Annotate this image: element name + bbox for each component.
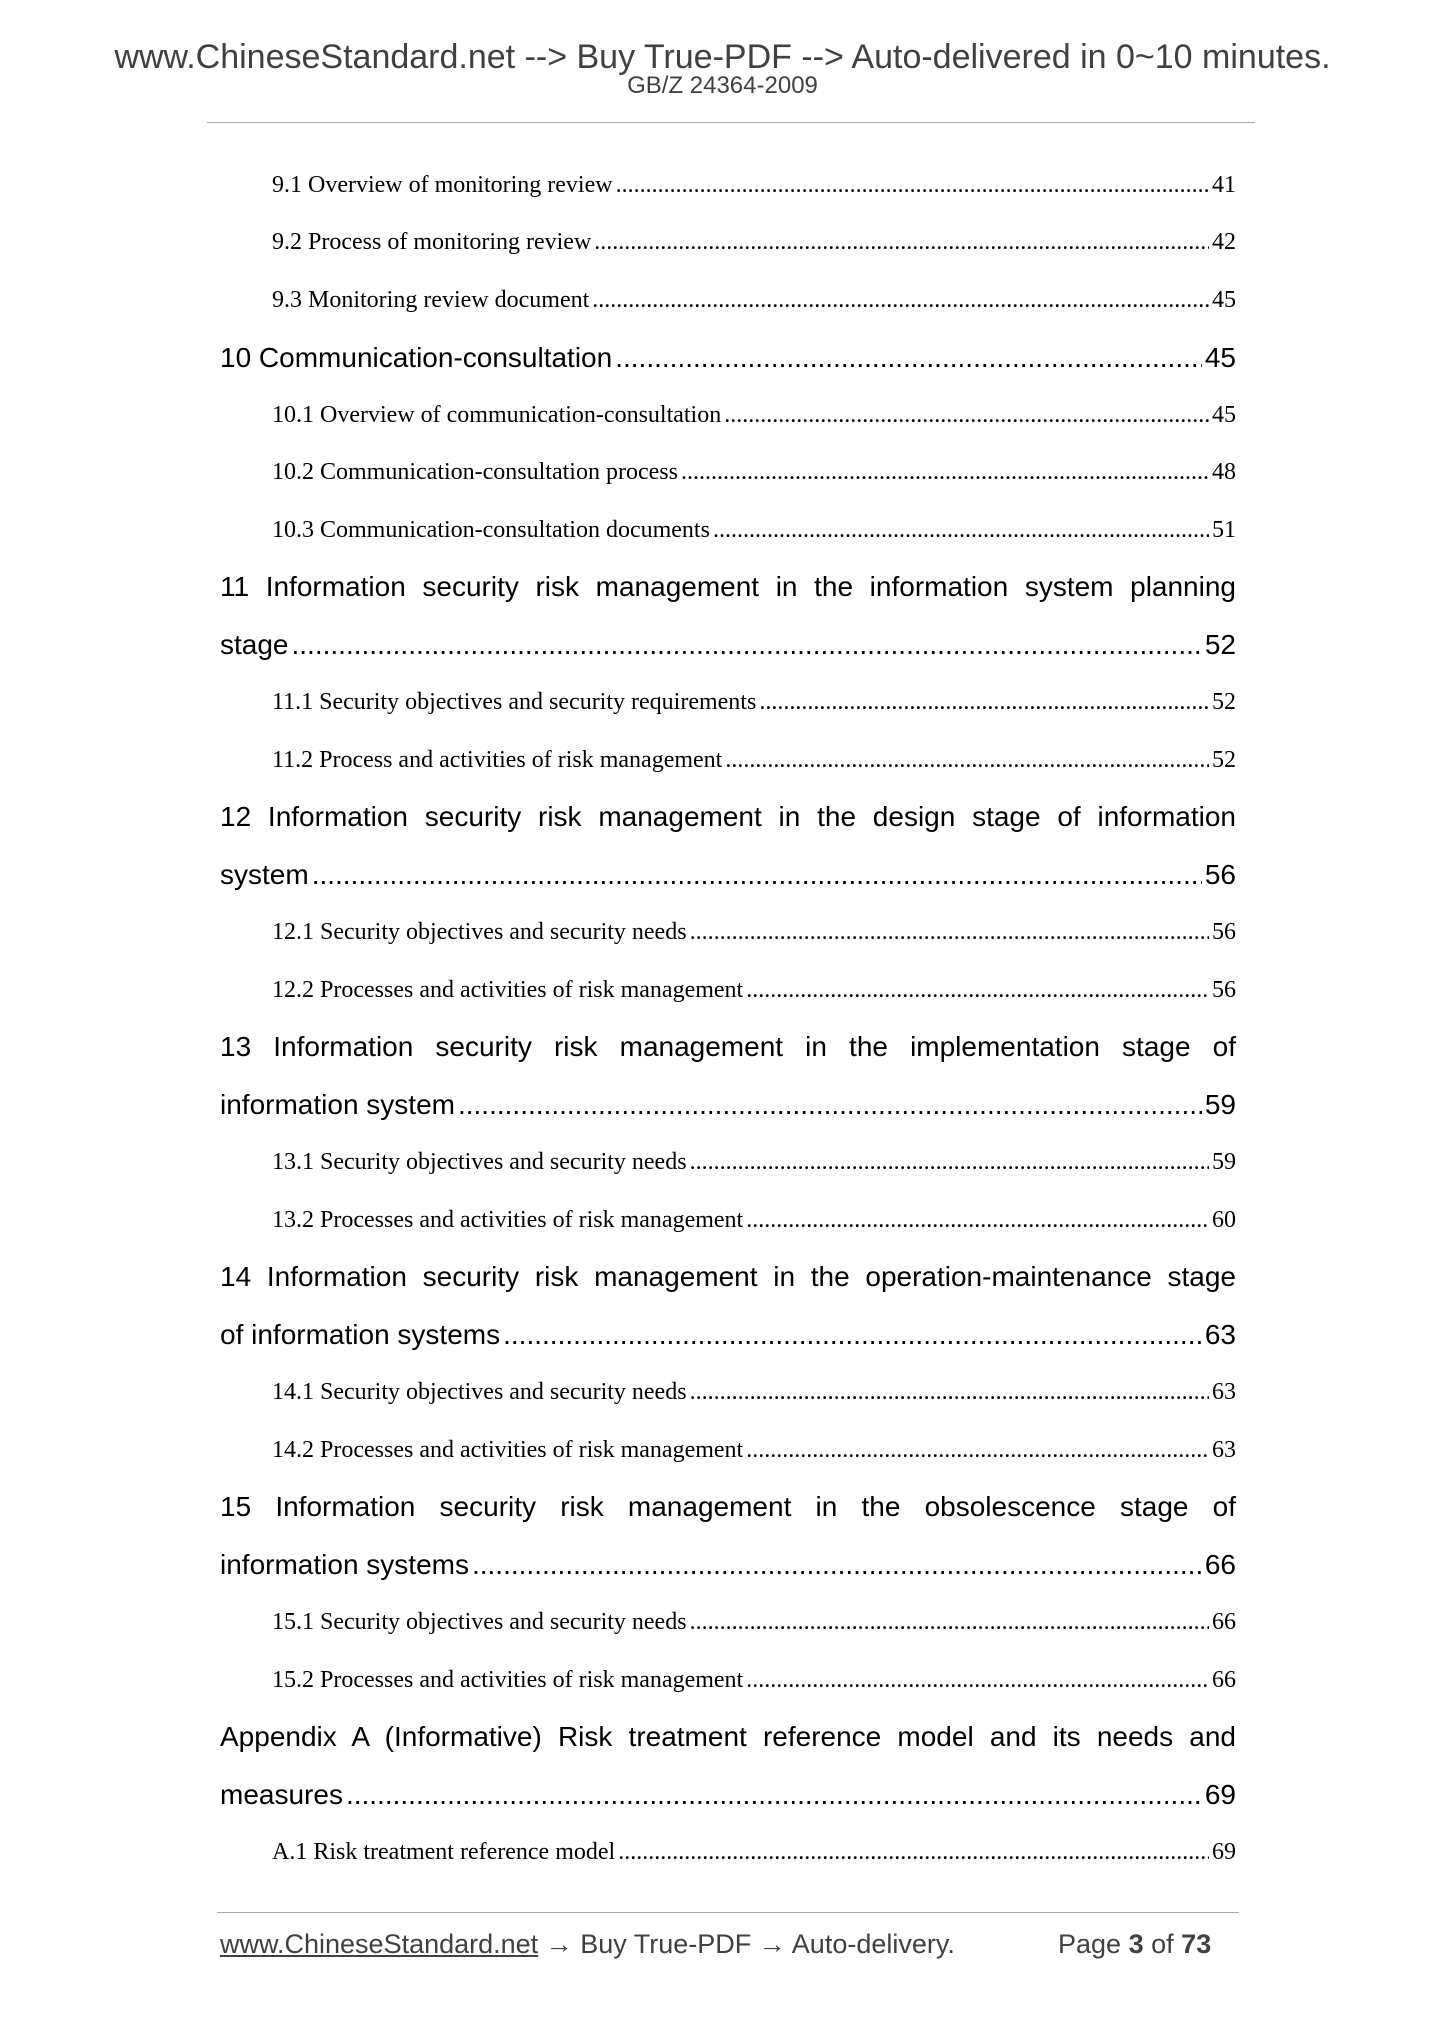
toc-entry-15-1[interactable] bbox=[272, 1605, 1236, 1639]
toc-entry-11-line1[interactable]: 11 Information security risk management in the information system planning bbox=[220, 571, 1236, 602]
toc-entry-page: 52 bbox=[1212, 747, 1236, 773]
toc-entry-title: information systems bbox=[220, 1549, 469, 1580]
document-id: GB/Z 24364-2009 bbox=[627, 72, 818, 99]
toc-entry-15-line1[interactable]: 15 Information security risk management in the obsolescence stage of bbox=[220, 1491, 1236, 1522]
page-number: 3 bbox=[1128, 1929, 1144, 1959]
toc-entry-page: 66 bbox=[1212, 1609, 1236, 1635]
toc-entry-title: 12.2 Processes and activities of risk management bbox=[272, 977, 744, 1003]
toc-entry-title: 15.1 Security objectives and security needs bbox=[272, 1609, 687, 1635]
toc-entry-13-1[interactable] bbox=[272, 1145, 1236, 1179]
toc-entry-15[interactable] bbox=[220, 1545, 1236, 1585]
toc-entry-page: 45 bbox=[1212, 287, 1236, 313]
toc-entry-title: 14.2 Processes and activities of risk management bbox=[272, 1437, 744, 1463]
toc-entry-title: of information systems bbox=[220, 1319, 501, 1350]
footer-delivery-text: Auto-delivery. bbox=[791, 1929, 955, 1959]
toc-entry-title: stage bbox=[220, 629, 289, 660]
toc-entry-appendix-a[interactable] bbox=[220, 1775, 1236, 1815]
toc-entry-page: 56 bbox=[1204, 859, 1236, 890]
toc-entry-10-1[interactable] bbox=[272, 398, 1236, 432]
toc-entry-title: 12.1 Security objectives and security needs bbox=[272, 919, 687, 945]
dot-leader bbox=[618, 1835, 1209, 1869]
dot-leader bbox=[725, 743, 1209, 777]
toc-entry-13[interactable] bbox=[220, 1085, 1236, 1125]
dot-leader bbox=[592, 283, 1209, 317]
toc-entry-15-2[interactable] bbox=[272, 1663, 1236, 1697]
dot-leader bbox=[713, 513, 1209, 547]
toc-entry-14[interactable] bbox=[220, 1315, 1236, 1355]
toc-entry-title: 10.1 Overview of communication-consultation bbox=[272, 402, 722, 428]
toc-entry-title: 14.1 Security objectives and security needs bbox=[272, 1379, 687, 1405]
page-total: 73 bbox=[1181, 1929, 1212, 1959]
footer-links bbox=[220, 1929, 955, 1960]
page-indicator bbox=[1058, 1929, 1211, 1960]
toc-entry-title: 11.2 Process and activities of risk management bbox=[272, 747, 723, 773]
toc-entry-title: 9.1 Overview of monitoring review bbox=[272, 172, 613, 198]
dot-leader bbox=[312, 855, 1202, 895]
of-label: of bbox=[1151, 1929, 1174, 1959]
dot-leader bbox=[292, 625, 1202, 665]
toc-entry-title: 11.1 Security objectives and security requirements bbox=[272, 689, 757, 715]
page-label: Page bbox=[1058, 1929, 1122, 1959]
dot-leader bbox=[724, 398, 1209, 432]
toc-entry-a-1[interactable] bbox=[272, 1835, 1236, 1869]
toc-entry-11[interactable] bbox=[220, 625, 1236, 665]
toc-entry-10-2[interactable] bbox=[272, 455, 1236, 489]
toc-entry-title: 10.2 Communication-consultation process bbox=[272, 459, 678, 485]
toc-entry-page: 52 bbox=[1204, 629, 1236, 660]
dot-leader bbox=[746, 1663, 1209, 1697]
footer-site-link[interactable]: www.ChineseStandard.net bbox=[220, 1929, 539, 1959]
toc-entry-page: 63 bbox=[1212, 1437, 1236, 1463]
toc-entry-14-2[interactable] bbox=[272, 1433, 1236, 1467]
toc-entry-11-1[interactable] bbox=[272, 685, 1236, 719]
toc-entry-page: 51 bbox=[1212, 517, 1236, 543]
toc-entry-page: 41 bbox=[1212, 172, 1236, 198]
toc-entry-13-line1[interactable]: 13 Information security risk management in the implementation stage of bbox=[220, 1031, 1236, 1062]
dot-leader bbox=[615, 338, 1202, 378]
toc-entry-page: 63 bbox=[1204, 1319, 1236, 1350]
toc-entry-title: measures bbox=[220, 1779, 343, 1810]
toc-entry-title: 9.3 Monitoring review document bbox=[272, 287, 590, 313]
toc-entry-page: 69 bbox=[1212, 1839, 1236, 1865]
toc-entry-10[interactable] bbox=[220, 338, 1236, 378]
toc-entry-11-2[interactable] bbox=[272, 743, 1236, 777]
toc-entry-12-2[interactable] bbox=[272, 973, 1236, 1007]
toc-entry-appendix-a-line1[interactable]: Appendix A (Informative) Risk treatment reference model and its needs and bbox=[220, 1721, 1236, 1752]
toc-entry-title: 9.2 Process of monitoring review bbox=[272, 229, 592, 255]
toc-entry-9-1[interactable] bbox=[272, 168, 1236, 202]
dot-leader bbox=[458, 1085, 1202, 1125]
dot-leader bbox=[594, 225, 1209, 259]
toc-entry-page: 66 bbox=[1204, 1549, 1236, 1580]
dot-leader bbox=[681, 455, 1209, 489]
toc-entry-13-2[interactable] bbox=[272, 1203, 1236, 1237]
header-divider bbox=[207, 122, 1255, 123]
toc-entry-page: 45 bbox=[1212, 402, 1236, 428]
toc-entry-page: 56 bbox=[1212, 919, 1236, 945]
toc-entry-9-3[interactable] bbox=[272, 283, 1236, 317]
toc-entry-title: 15.2 Processes and activities of risk management bbox=[272, 1667, 744, 1693]
toc-entry-page: 42 bbox=[1212, 229, 1236, 255]
toc-entry-9-2[interactable] bbox=[272, 225, 1236, 259]
toc-entry-page: 63 bbox=[1212, 1379, 1236, 1405]
dot-leader bbox=[690, 915, 1209, 949]
toc-entry-title: 13.1 Security objectives and security needs bbox=[272, 1149, 687, 1175]
toc-entry-page: 56 bbox=[1212, 977, 1236, 1003]
toc-entry-title: system bbox=[220, 859, 309, 890]
toc-entry-12-line1[interactable]: 12 Information security risk management in the design stage of information bbox=[220, 801, 1236, 832]
toc-entry-12-1[interactable] bbox=[272, 915, 1236, 949]
toc-entry-page: 59 bbox=[1212, 1149, 1236, 1175]
footer-buy-text: Buy True-PDF bbox=[580, 1929, 752, 1959]
dot-leader bbox=[690, 1375, 1209, 1409]
toc-entry-title: information system bbox=[220, 1089, 455, 1120]
toc-entry-page: 52 bbox=[1212, 689, 1236, 715]
toc-entry-10-3[interactable] bbox=[272, 513, 1236, 547]
toc-entry-page: 48 bbox=[1212, 459, 1236, 485]
dot-leader bbox=[746, 1203, 1209, 1237]
header-banner: www.ChineseStandard.net --> Buy True-PDF --> Auto-delivered in 0~10 minutes. bbox=[114, 38, 1331, 76]
toc-entry-title: A.1 Risk treatment reference model bbox=[272, 1839, 616, 1865]
arrow-icon: → bbox=[758, 1929, 786, 1959]
toc-entry-14-line1[interactable]: 14 Information security risk management in the operation-maintenance stage bbox=[220, 1261, 1236, 1292]
dot-leader bbox=[690, 1605, 1209, 1639]
dot-leader bbox=[346, 1775, 1202, 1815]
dot-leader bbox=[746, 973, 1209, 1007]
toc-entry-page: 69 bbox=[1204, 1779, 1236, 1810]
dot-leader bbox=[616, 168, 1209, 202]
dot-leader bbox=[503, 1315, 1202, 1355]
arrow-icon: → bbox=[545, 1929, 573, 1959]
toc-entry-page: 60 bbox=[1212, 1207, 1236, 1233]
dot-leader bbox=[690, 1145, 1209, 1179]
dot-leader bbox=[746, 1433, 1209, 1467]
dot-leader bbox=[472, 1545, 1202, 1585]
toc-entry-title: 10.3 Communication-consultation documents bbox=[272, 517, 710, 543]
dot-leader bbox=[759, 685, 1209, 719]
toc-entry-14-1[interactable] bbox=[272, 1375, 1236, 1409]
footer-divider bbox=[217, 1912, 1239, 1913]
toc-entry-page: 66 bbox=[1212, 1667, 1236, 1693]
toc-entry-title: 10 Communication-consultation bbox=[220, 342, 613, 373]
toc-entry-title: 13.2 Processes and activities of risk management bbox=[272, 1207, 744, 1233]
toc-entry-page: 45 bbox=[1204, 342, 1236, 373]
toc-entry-12[interactable] bbox=[220, 855, 1236, 895]
toc-entry-page: 59 bbox=[1204, 1089, 1236, 1120]
